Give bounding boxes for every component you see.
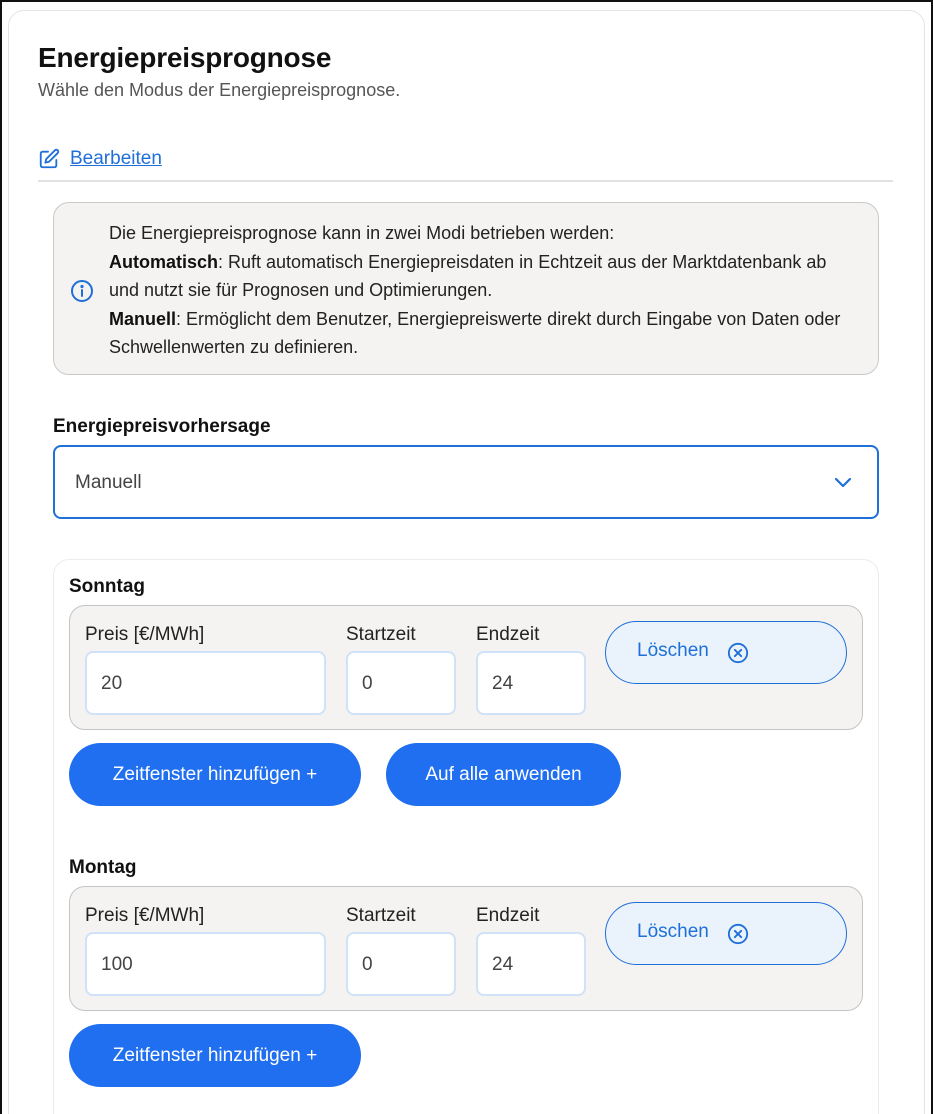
start-time-input[interactable] xyxy=(346,932,456,996)
page-title: Energiepreisprognose xyxy=(38,42,332,73)
end-label: Endzeit xyxy=(476,905,540,926)
divider xyxy=(38,180,893,182)
price-value: 20 xyxy=(101,673,123,694)
end-time-input[interactable] xyxy=(476,932,586,996)
start-label: Startzeit xyxy=(346,905,416,926)
info-text xyxy=(109,219,859,362)
price-input[interactable] xyxy=(85,651,326,715)
time-slot-montag xyxy=(69,886,863,1011)
price-input[interactable] xyxy=(85,932,326,996)
price-label: Preis [€/MWh] xyxy=(85,624,205,645)
delete-slot-button[interactable] xyxy=(605,902,847,965)
forecast-mode-select[interactable] xyxy=(53,445,879,519)
chevron-down-icon xyxy=(833,475,853,489)
time-slot-sonntag xyxy=(69,605,863,730)
forecast-mode-value: Manuell xyxy=(75,472,142,493)
add-slot-button-sonntag[interactable]: Zeitfenster hinzufügen + xyxy=(69,743,361,806)
edit-icon xyxy=(38,148,60,170)
day-title-montag: Montag xyxy=(69,857,137,878)
end-time-value: 24 xyxy=(492,673,514,694)
start-time-value: 0 xyxy=(362,954,373,975)
delete-slot-button[interactable] xyxy=(605,621,847,684)
info-icon xyxy=(70,279,94,303)
info-box xyxy=(53,202,879,375)
end-time-input[interactable] xyxy=(476,651,586,715)
end-label: Endzeit xyxy=(476,624,540,645)
add-slot-button-montag[interactable]: Zeitfenster hinzufügen + xyxy=(69,1024,361,1087)
edit-link-label: Bearbeiten xyxy=(70,148,162,169)
info-auto-desc: : Ruft automatisch Energiepreisdaten in Echtzeit aus der Marktdatenbank ab und nutzt sie für Prognosen und Optimierungen. xyxy=(109,251,827,301)
delete-label: Löschen xyxy=(637,640,709,661)
start-label: Startzeit xyxy=(346,624,416,645)
info-manual-term: Manuell xyxy=(109,308,177,329)
apply-all-button[interactable]: Auf alle anwenden xyxy=(386,743,621,806)
info-manual-desc: : Ermöglicht dem Benutzer, Energiepreiswerte direkt durch Eingabe von Daten oder Schwellenwerten zu definieren. xyxy=(109,308,841,358)
close-circle-icon xyxy=(727,642,749,664)
edit-link[interactable] xyxy=(38,148,162,170)
info-intro: Die Energiepreisprognose kann in zwei Modi betrieben werden: xyxy=(109,223,615,243)
start-time-value: 0 xyxy=(362,673,373,694)
info-auto-term: Automatisch xyxy=(109,251,219,272)
close-circle-icon xyxy=(727,923,749,945)
price-value: 100 xyxy=(101,954,133,975)
delete-label: Löschen xyxy=(637,921,709,942)
price-label: Preis [€/MWh] xyxy=(85,905,205,926)
page-subtitle: Wähle den Modus der Energiepreisprognose. xyxy=(38,80,401,100)
day-title-sonntag: Sonntag xyxy=(69,576,145,597)
forecast-select-label: Energiepreisvorhersage xyxy=(53,416,271,437)
start-time-input[interactable] xyxy=(346,651,456,715)
end-time-value: 24 xyxy=(492,954,514,975)
